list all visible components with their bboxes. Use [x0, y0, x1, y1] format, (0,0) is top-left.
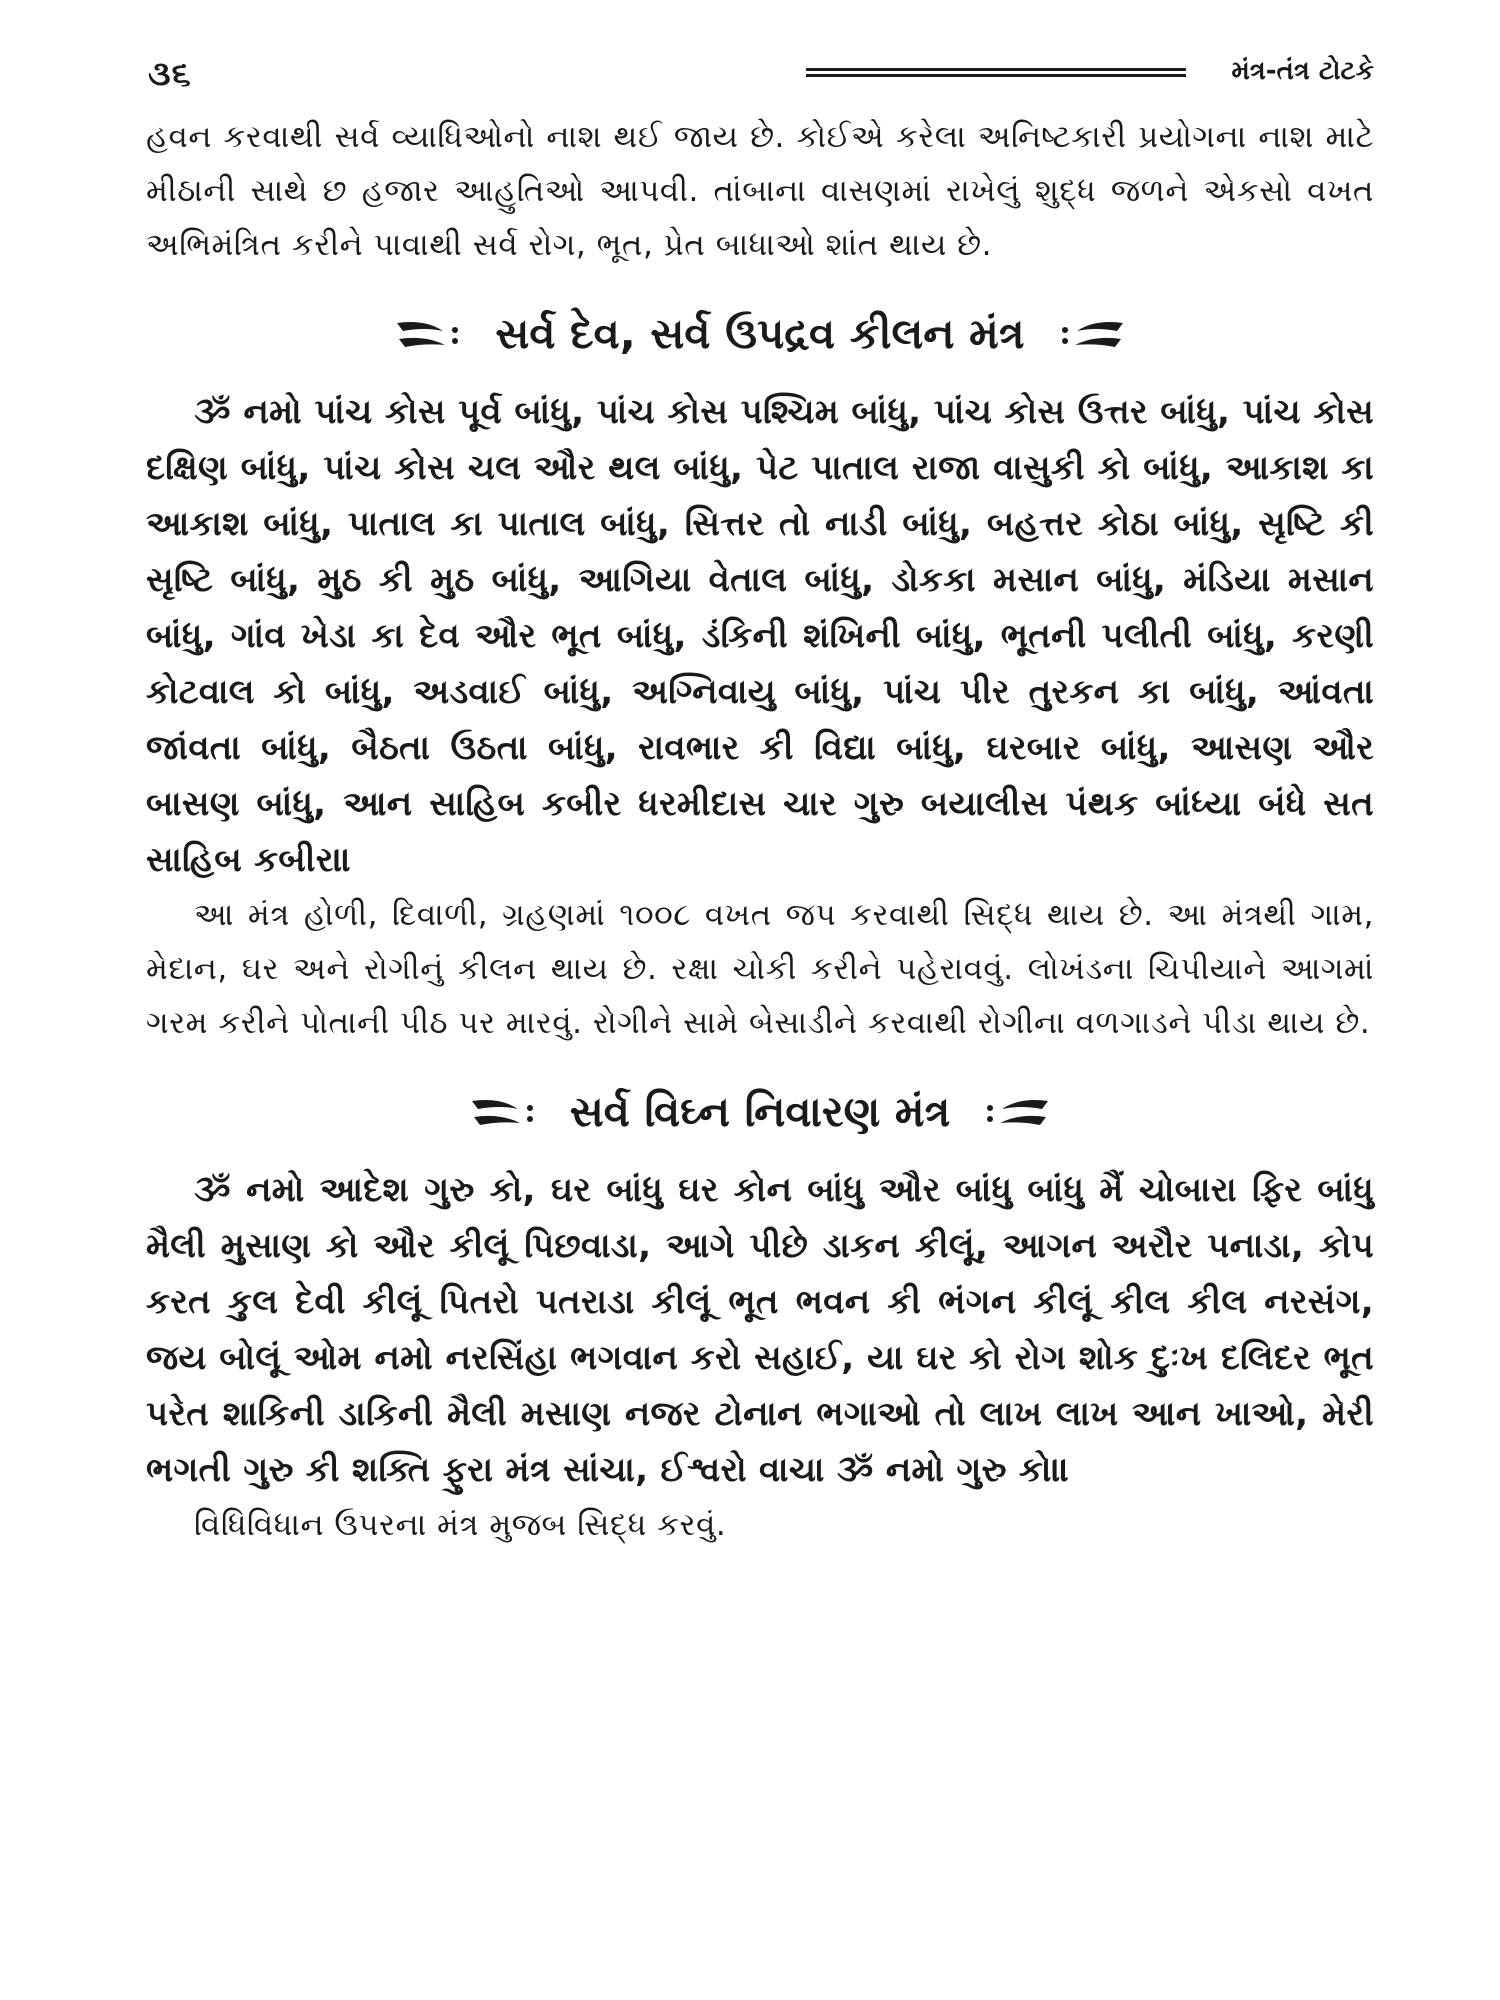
header-rule [806, 68, 1186, 77]
page-number: ૩૬ [148, 54, 192, 94]
running-header [146, 48, 1374, 110]
ornament-left-icon [470, 1095, 544, 1129]
mantra-text: ૐ નમો પાંચ કોસ પૂર્વ બાંધુ, પાંચ કોસ પશ્ચિમ બાંધુ, પાંચ કોસ ઉત્તર બાંધુ, પાંચ કોસ દક્ષિણ બાંધુ, પાંચ કોસ ચલ ઔર થલ બાંધુ, પેટ પાતાલ રાજા વાસુકી કો બાંધુ, આકાશ કા આકાશ બાંધુ, પાતાલ કા પાતાલ બાંધુ, સિત્તર તો નાડી બાંધુ, બહત્તર કોઠા બાંધુ, સૃષ્ટિ કી સૃષ્ટિ બાંધુ, મુઠ કી મુઠ બાંધુ, આગિયા વેતાલ બાંધુ, ડોકકા મસાન બાંધુ, મંડિયા મસાન બાંધુ, ગાંવ ખેડા કા દેવ ઔર ભૂત બાંધુ, ડંકિની શંખિની બાંધુ, ભૂતની પલીતી બાંધુ, કરણી કોટવાલ કો બાંધુ, અડવાઈ બાંધુ, અગ્નિવાયુ બાંધુ, પાંચ પીર તુરકન કા બાંધુ, આંવતા જાંવતા બાંધુ, બૈઠતા ઉઠતા બાંધુ, રાવભાર કી વિદ્યા બાંધુ, ઘરબાર બાંધુ, આસણ ઔર બાસણ બાંધુ, આન સાહિબ કબીર ધરમીદાસ ચાર ગુરુ બયાલીસ પંથક બાંધ્યા બંધે સત સાહિબ કબીર॥ [146, 392, 1374, 880]
section-heading-text: સર્વ દેવ, સર્વ ઉપદ્રવ કીલન મંત્ર [495, 309, 1025, 358]
explanation-paragraph: વિધિવિધાન ઉપરના મંત્ર મુજબ સિદ્ધ કરવું. [194, 1507, 727, 1543]
section-heading-1 [146, 298, 1374, 370]
book-title: મંત્ર-તંત્ર ટોટકે [1231, 56, 1374, 86]
explanation-paragraph: આ મંત્ર હોળી, દિવાળી, ગ્રહણમાં ૧૦૦૮ વખત જપ કરવાથી સિદ્ધ થાય છે. આ મંત્રથી ગામ, મેદાન, ઘર અને રોગીનું કીલન થાય છે. રક્ષા ચોકી કરીને પહેરાવવું. લોખંડના ચિપીયાને આગમાં ગરમ કરીને પોતાની પીઠ પર મારવું. રોગીને સામે બેસાડીને કરવાથી રોગીના વળગાડને પીડા થાય છે. [146, 897, 1374, 1041]
ornament-left-icon [395, 317, 469, 351]
ornament-right-icon [976, 1095, 1050, 1129]
mantra-text: ૐ નમો આદેશ ગુરુ કો, ઘર બાંધુ ઘર કોન બાંધુ ઔર બાંધુ બાંધુ મૈં ચોબારા ફિર બાંધુ મૈલી મુસાણ કો ઔર કીલૂં પિછવાડા, આગે પીછે ડાકન કીલૂં, આગન અરૌર પનાડા, કોપ કરત કુલ દેવી કીલૂં પિતરો પતરાડા કીલૂં ભૂત ભવન કી ભંગન કીલૂં કીલ કીલ નરસંગ, જય બોલૂં ઓમ નમો નરસિંહા ભગવાન કરો સહાઈ, યા ઘર કો રોગ શોક દુઃખ દલિદર ભૂત પરેત શાકિની ડાકિની મૈલી મસાણ નજર ટોનાન ભગાઓ તો લાખ લાખ આન ખાઓ, મેરી ભગતી ગુરુ કી શક્તિ ફુરા મંત્ર સાંચા, ઈશ્વરો વાચા ૐ નમો ગુરુ કો॥ [146, 1170, 1374, 1490]
ornament-right-icon [1051, 317, 1125, 351]
intro-paragraph: હવન કરવાથી સર્વ વ્યાધિઓનો નાશ થઈ જાય છે. કોઈએ કરેલા અનિષ્ટકારી પ્રયોગના નાશ માટે મીઠાની સાથે છ હજાર આહુતિઓ આપવી. તાંબાના વાસણમાં રાખેલું શુદ્ધ જળને એકસો વખત અભિમંત્રિત કરીને પાવાથી સર્વ રોગ, ભૂત, પ્રેત બાધાઓ શાંત થાય છે. [146, 119, 1374, 263]
section-heading-text: સર્વ વિઘ્ન નિવારણ મંત્ર [569, 1087, 951, 1136]
section-heading-2 [146, 1076, 1374, 1148]
